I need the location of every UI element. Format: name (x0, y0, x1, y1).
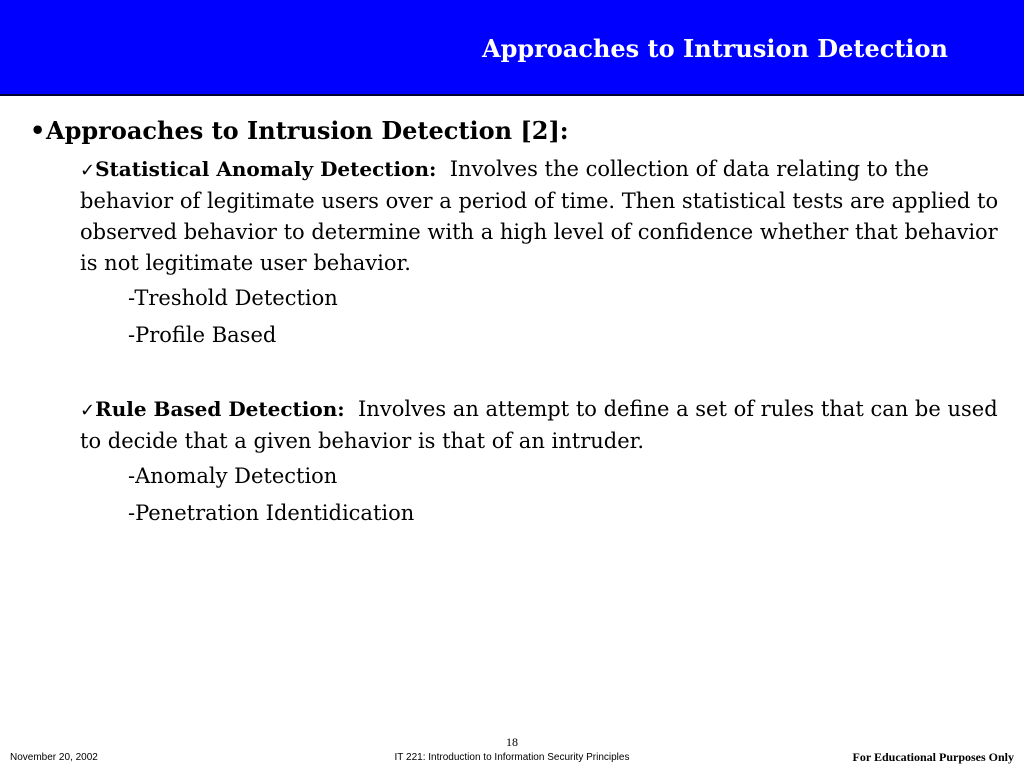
checkmark-icon: ✓ (80, 400, 96, 421)
bullet-icon: • (30, 116, 46, 145)
section-rule-based (80, 394, 1000, 457)
page-number: 18 (506, 735, 518, 749)
footer-notice: For Educational Purposes Only (852, 750, 1014, 764)
section-description: Involves an attempt to define a set of rules that can be used to decide that a given behavior is that of an intruder. (80, 397, 998, 453)
slide-title: Approaches to Intrusion Detection (481, 34, 948, 63)
section-term: Statistical Anomaly Detection: (95, 157, 437, 181)
footer-date: November 20, 2002 (10, 752, 98, 763)
list-item: -Penetration Identidication (128, 501, 415, 525)
list-item: -Profile Based (128, 323, 277, 347)
section-description: Involves the collection of data relating to the behavior of legitimate users over a period of time. Then statistical tests are applied to observed behavior to determine with a high level of confidence whether that behavior is not legitimate user behavior. (80, 157, 999, 275)
main-bullet (30, 116, 569, 145)
list-item: -Treshold Detection (128, 286, 338, 310)
main-heading: Approaches to Intrusion Detection [2]: (46, 116, 569, 145)
checkmark-icon: ✓ (80, 160, 96, 181)
footer-course: IT 221: Introduction to Information Security Principles (394, 752, 630, 763)
list-item: -Anomaly Detection (128, 464, 338, 488)
section-term: Rule Based Detection: (95, 397, 345, 421)
section-statistical-anomaly (80, 154, 1000, 279)
